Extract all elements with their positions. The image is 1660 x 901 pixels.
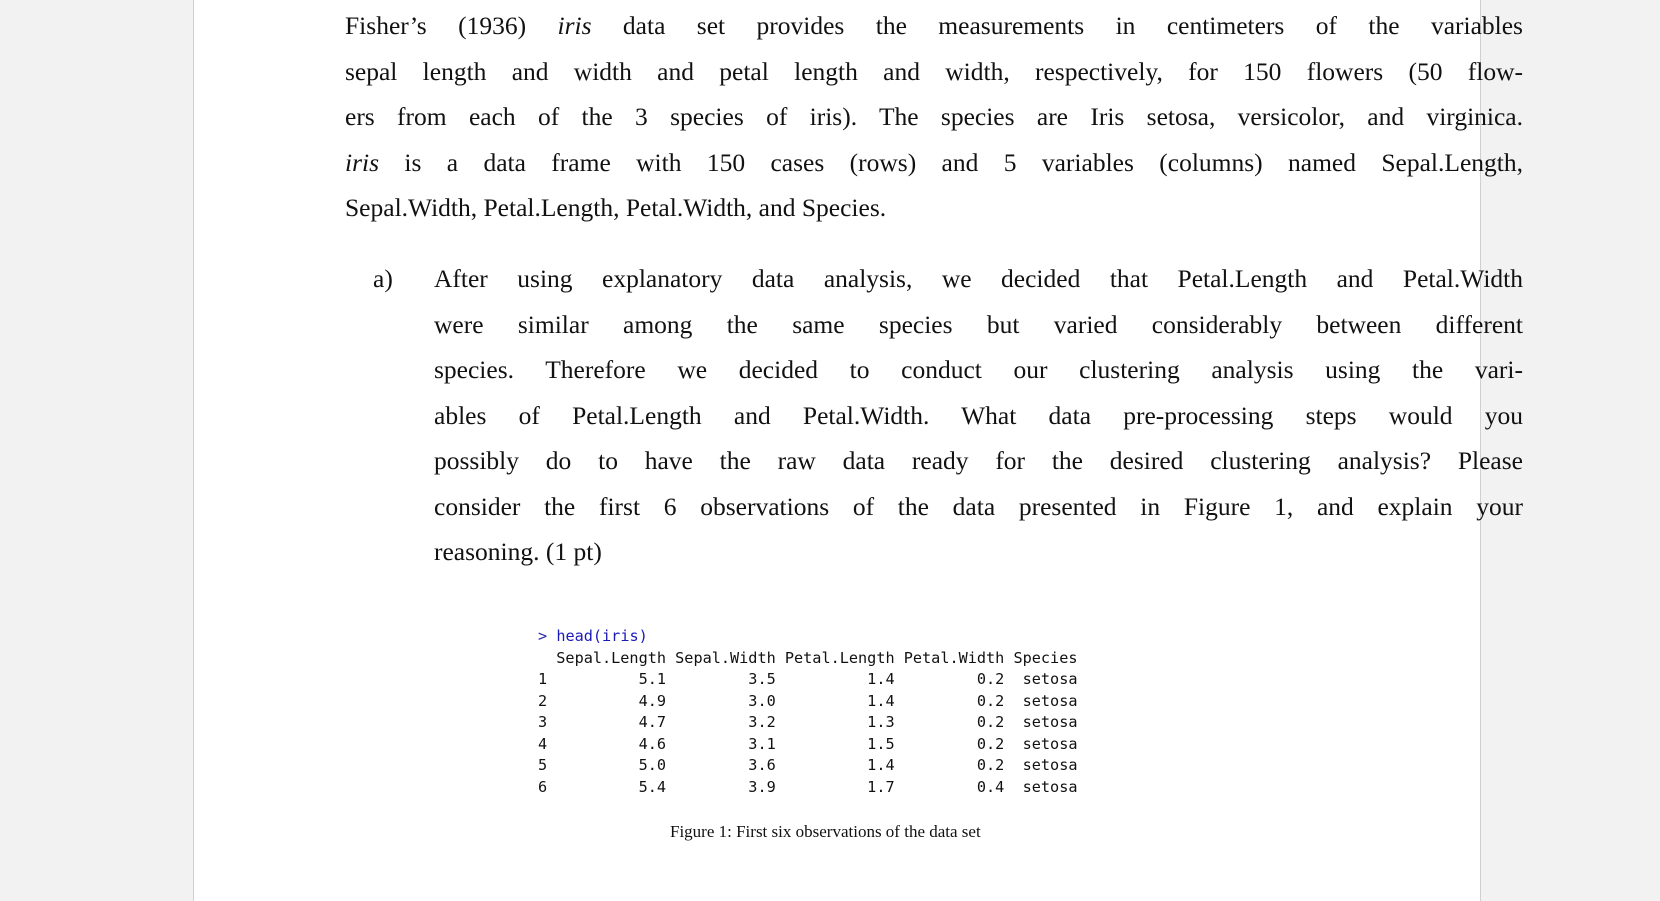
intro-paragraph [345,3,1523,231]
console-prompt: > [538,627,548,645]
figure-caption: Figure 1: First six observations of the data set [670,822,981,841]
document-page [193,0,1523,901]
table-row: 2 4.9 3.0 1.4 0.2 setosa [538,691,1078,710]
table-header: Sepal.Length Sepal.Width Petal.Length Petal.Width Species [538,648,1078,667]
question-a-line: After using explanatory data analysis, we decided that Petal.Length and Petal.Width [434,264,1523,293]
intro-line-3: ers from each of the 3 species of iris). The species are Iris setosa, versicolor, and virginica. [345,102,1523,131]
intro-line-4: iris is a data frame with 150 cases (rows) and 5 variables (columns) named Sepal.Length, [345,147,1523,177]
table-row: 4 4.6 3.1 1.5 0.2 setosa [538,734,1078,753]
table-row: 6 5.4 3.9 1.7 0.4 setosa [538,777,1078,796]
intro-line-5: Sepal.Width, Petal.Length, Petal.Width, and Species. [345,193,887,222]
table-row: 3 4.7 3.2 1.3 0.2 setosa [538,713,1078,731]
console-command: head(iris) [556,627,648,645]
question-a-line: reasoning. (1 pt) [434,537,602,566]
intro-line-2: sepal length and width and petal length and width, respectively, for 150 flowers (50 flow- [345,56,1523,86]
question-a-line: possibly do to have the raw data ready for the desired clustering analysis? Please [434,446,1523,475]
question-a-line: consider the first 6 observations of the data presented in Figure 1, and explain your [434,491,1523,521]
table-row: 5 5.0 3.6 1.4 0.2 setosa [538,756,1078,774]
question-a-line: species. Therefore we decided to conduct our clustering analysis using the vari- [434,355,1523,384]
intro-line-1: Fisher’s (1936) iris data set provides the measurements in centimeters of the variables [345,11,1523,40]
question-a-line: were similar among the same species but varied considerably between different [434,309,1523,339]
console-command-line [538,626,1138,648]
question-a-label: a) [373,264,393,293]
question-a-line: ables of Petal.Length and Petal.Width. What data pre-processing steps would you [434,400,1523,430]
figure-1-console-output [538,626,1138,798]
table-row: 1 5.1 3.5 1.4 0.2 setosa [538,670,1078,688]
question-a-text [434,256,1523,575]
